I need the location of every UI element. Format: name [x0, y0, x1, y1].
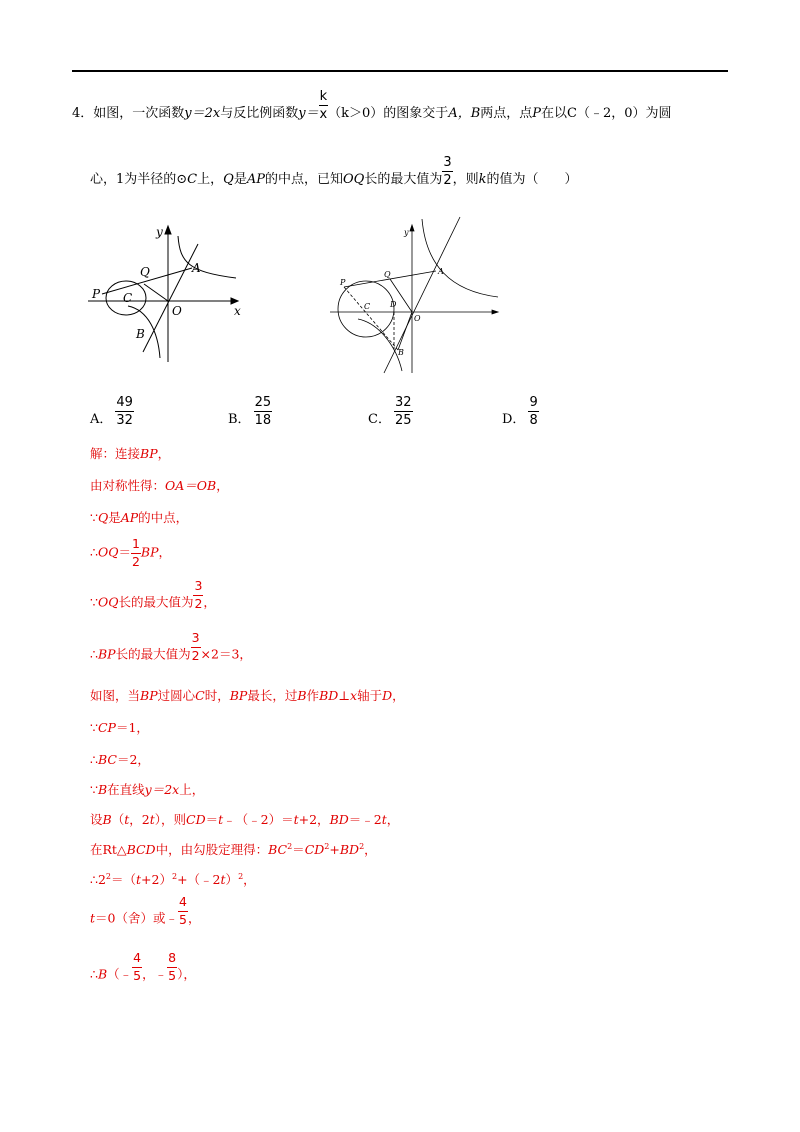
option-c[interactable]: C． $\frac{32}{25}$ [368, 395, 412, 428]
label-c: C [123, 291, 133, 305]
question-line-1: 4．如图，一次函数y＝2x与反比例函数y＝ $\frac{k}{x}$ （k＞0）的图象交于A，B两点，点P在以C（﹣2，0）为圆 [72, 89, 672, 122]
hyperbola-branch-1 [178, 236, 236, 278]
solution-line-7: 如图，当BP过圆心C时，BP最长，过B作BD⊥x轴于D， [90, 688, 405, 703]
y-axis-arrow [165, 226, 171, 234]
label-y: y [404, 228, 409, 237]
x-axis-arrow [492, 310, 498, 314]
solution-line-10: ∵B在直线y＝2x上， [90, 782, 205, 797]
solution-line-11: 设B（t，2t），则CD＝t﹣（﹣2）＝t+2，BD＝﹣2t， [90, 812, 400, 827]
solution-line-12: 在Rt△BCD中，由勾股定理得：$BC^2=CD^2+BD^2$， [90, 841, 377, 857]
segment-qo [144, 284, 168, 301]
label-q: Q [384, 270, 391, 279]
figure-right [330, 215, 500, 375]
label-p: P [92, 287, 101, 301]
solution-line-15: ∴B（﹣ $\frac{4}{5}$ ，﹣ $\frac{8}{5}$ ）， [90, 950, 196, 983]
solution-line-5: ∵OQ长的最大值为 $\frac{3}{2}$ ， [90, 578, 216, 611]
solution-line-2: 由对称性得：OA＝OB， [90, 478, 229, 493]
solution-line-4: ∴OQ＝ $\frac{1}{2}$ BP， [90, 536, 172, 569]
option-b[interactable]: B． $\frac{25}{18}$ [228, 395, 272, 428]
label-y: y [156, 225, 163, 239]
label-q: Q [140, 265, 150, 279]
header-rule [72, 70, 728, 72]
option-d[interactable]: D． $\frac{9}{8}$ [502, 395, 538, 428]
segment-pb [344, 287, 398, 350]
label-p: P [340, 278, 346, 287]
label-d: D [390, 300, 397, 309]
solution-line-3: ∵Q是AP的中点， [90, 510, 189, 525]
fraction-k-over-x: $\frac{k}{x}$ [319, 89, 328, 122]
hyperbola-branch-2 [358, 319, 402, 371]
label-b: B [136, 327, 145, 341]
solution-line-13: $\therefore 2^2=(t+2)^2+(﹣2t)^2$， [90, 871, 256, 887]
fraction-three-halves: $\frac{3}{2}$ [443, 155, 452, 188]
label-b: B [398, 348, 404, 357]
option-a[interactable]: A． $\frac{49}{32}$ [90, 395, 133, 428]
label-o: O [414, 314, 421, 323]
line-y-2x [384, 217, 460, 373]
solution-line-9: ∴BC＝2， [90, 752, 150, 767]
figure-left [88, 222, 248, 362]
line-y-2x [143, 244, 198, 352]
question-number: 4． [72, 106, 94, 121]
segment-ob [398, 312, 412, 350]
solution-line-14: t＝0（舍）或﹣ $\frac{4}{5}$ ， [90, 894, 201, 927]
question-line-2: 心，1为半径的⊙C上，Q是AP的中点，已知OQ长的最大值为 $\frac{3}{2}$ ，则k的值为（ ） [90, 155, 578, 188]
y-axis-arrow [410, 225, 414, 231]
label-a: A [192, 261, 201, 275]
solution-line-8: ∵CP＝1， [90, 720, 149, 735]
label-a: A [438, 267, 444, 276]
hyperbola-branch-1 [422, 219, 498, 297]
solution-line-1: 解：连接BP， [90, 446, 171, 461]
label-o: O [172, 304, 182, 318]
label-c: C [364, 302, 371, 311]
solution-line-6: ∴BP长的最大值为 $\frac{3}{2}$ ×2＝3， [90, 630, 252, 663]
label-x: x [234, 304, 241, 318]
